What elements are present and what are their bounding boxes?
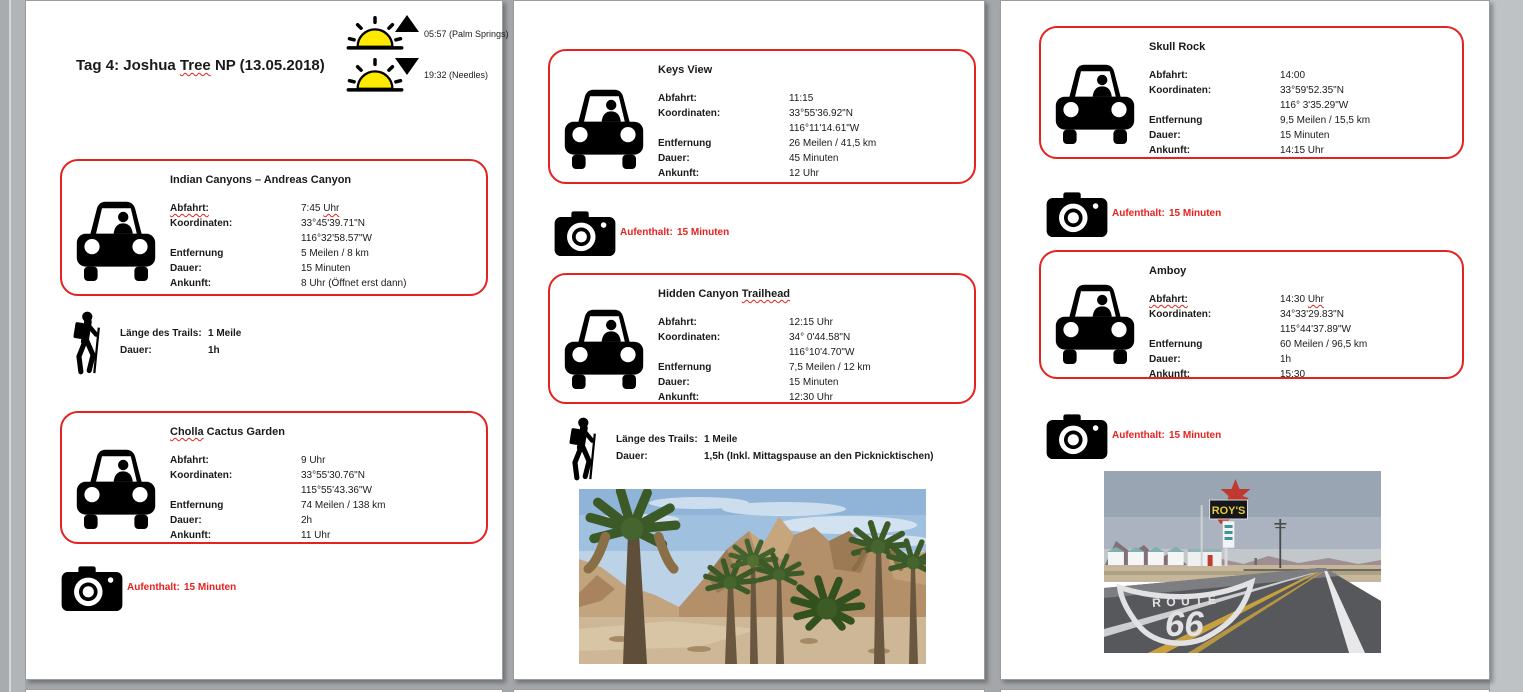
aufenthalt-label: Aufenthalt: — [620, 227, 673, 238]
coordinate-north: 34° 0'44.58"N — [789, 332, 851, 343]
coordinate-west: 116°32'58.57"W — [301, 233, 372, 244]
document-page-3 — [1000, 0, 1490, 680]
ankunft-label: Ankunft: — [658, 392, 700, 403]
title-text: Tag 4: Joshua — [76, 57, 180, 74]
title-text: NP (13.05.2018) — [210, 57, 325, 74]
drive-stop-hidden-canyon-trailhead — [548, 273, 976, 404]
hiker-icon — [559, 417, 605, 481]
duration-value: 15 Minuten — [1280, 130, 1330, 141]
arrival-value: 12 Uhr — [789, 168, 820, 179]
photo-stop — [61, 559, 361, 619]
entfernung-label: Entfernung — [658, 138, 712, 149]
distance-value: 5 Meilen / 8 km — [301, 248, 369, 259]
camera-icon — [1046, 185, 1108, 242]
distance-value: 60 Meilen / 96,5 km — [1280, 339, 1368, 350]
drive-stop-cholla-cactus-garden — [60, 411, 488, 544]
photo-stop — [1046, 407, 1346, 467]
stop-details: Abfahrt: 7:45 Uhr Koordinaten: 33°45'39.71"N 116°32'58.57"W Entfernung 5 Meilen / 8 km Dauer: 15 Minuten Ankunft: 8 Uhr (Öffnet erst dann) — [170, 203, 407, 289]
stop-title: Keys View — [658, 64, 713, 76]
entfernung-label: Entfernung — [1149, 115, 1203, 126]
coordinate-north: 33°45'39.71"N — [301, 218, 365, 229]
aufenthalt-value: 15 Minuten — [1169, 430, 1222, 441]
koordinaten-label: Koordinaten: — [170, 470, 233, 481]
trail-length-value: 1 Meile — [208, 328, 242, 339]
arrival-value: 12:30 Uhr — [789, 392, 833, 403]
abfahrt-label: Abfahrt: — [658, 317, 697, 328]
abfahrt-label: Abfahrt: — [170, 203, 209, 214]
hiker-icon — [63, 311, 109, 375]
trail-duration-label: Dauer: — [616, 451, 648, 462]
arrival-value: 14:15 Uhr — [1280, 145, 1324, 156]
camera-icon — [554, 204, 616, 261]
drive-stop-amboy — [1039, 250, 1464, 379]
document-page-1 — [25, 0, 509, 680]
car-icon — [560, 81, 648, 177]
aufenthalt-value: 15 Minuten — [184, 582, 237, 593]
drive-stop-skull-rock — [1039, 26, 1464, 159]
aufenthalt-row — [620, 227, 729, 238]
distance-value: 74 Meilen / 138 km — [301, 500, 386, 511]
coordinate-north: 33°55'30.76"N — [301, 470, 365, 481]
distance-value: 7,5 Meilen / 12 km — [789, 362, 871, 373]
trail-length-value: 1 Meile — [704, 434, 738, 445]
entfernung-label: Entfernung — [170, 500, 224, 511]
arrival-value: 8 Uhr (Öffnet erst dann) — [301, 278, 407, 289]
dauer-label: Dauer: — [1149, 130, 1181, 141]
photo-stop — [1046, 185, 1346, 245]
dauer-label: Dauer: — [658, 153, 690, 164]
roys-sign-text: ROY'S — [1211, 504, 1246, 518]
trail-duration-value: 1h — [208, 345, 220, 356]
dauer-label: Dauer: — [658, 377, 690, 388]
aufenthalt-row — [1112, 430, 1221, 441]
photo-stop — [554, 204, 854, 264]
duration-value: 2h — [301, 515, 313, 526]
car-icon — [1051, 276, 1139, 372]
hike-details — [120, 325, 241, 359]
aufenthalt-row — [1112, 208, 1221, 219]
coordinate-west: 116° 3'35.29"W — [1280, 100, 1349, 111]
distance-value: 9,5 Meilen / 15,5 km — [1280, 115, 1371, 126]
coordinate-north: 33°55'36.92"N — [789, 108, 853, 119]
stop-details: Abfahrt: 11:15 Koordinaten: 33°55'36.92"N 116°11'14.61"W Entfernung 26 Meilen / 41,5 km Dauer: 45 Minuten Ankunft: 12 Uhr — [658, 93, 877, 179]
trail-length-label: Länge des Trails: — [120, 328, 202, 339]
route66-route-text: ROUTE — [1151, 592, 1222, 610]
trail-length-label: Länge des Trails: — [616, 434, 698, 445]
abfahrt-label: Abfahrt: — [658, 93, 697, 104]
ankunft-label: Ankunft: — [170, 278, 212, 289]
dauer-label: Dauer: — [170, 263, 202, 274]
stop-title: Amboy — [1149, 265, 1187, 277]
koordinaten-label: Koordinaten: — [170, 218, 233, 229]
camera-icon — [61, 559, 123, 616]
sunrise-up-arrow-icon — [395, 15, 419, 32]
trail-duration-label: Dauer: — [120, 345, 152, 356]
duration-value: 15 Minuten — [789, 377, 839, 388]
hike-segment — [559, 417, 979, 481]
coordinate-north: 34°33'29.83"N — [1280, 309, 1344, 320]
stop-title: Cholla Cactus Garden — [170, 426, 285, 438]
coordinate-west: 116°11'14.61"W — [789, 123, 860, 134]
aufenthalt-row — [127, 582, 236, 593]
koordinaten-label: Koordinaten: — [1149, 85, 1212, 96]
duration-value: 45 Minuten — [789, 153, 839, 164]
title-text-misspelled: Tree — [179, 57, 211, 74]
stop-details: Abfahrt: 12:15 Uhr Koordinaten: 34° 0'44.58"N 116°10'4.70"W Entfernung 7,5 Meilen / 12 km Dauer: 15 Minuten Ankunft: 12:30 Uhr — [658, 317, 871, 403]
abfahrt-label: Abfahrt: — [1149, 70, 1188, 81]
amboy-roys-route66-photo — [1104, 471, 1381, 653]
stop-details: Abfahrt: 9 Uhr Koordinaten: 33°55'30.76"N 115°55'43.36"W Entfernung 74 Meilen / 138 km Dauer: 2h Ankunft: 11 Uhr — [170, 455, 386, 541]
arrival-value: 11 Uhr — [301, 530, 331, 541]
duration-value: 15 Minuten — [301, 263, 351, 274]
coordinate-north: 33°59'52.35"N — [1280, 85, 1344, 96]
duration-value: 1h — [1280, 354, 1292, 365]
ankunft-label: Ankunft: — [170, 530, 212, 541]
car-icon — [560, 301, 648, 397]
aufenthalt-value: 15 Minuten — [1169, 208, 1222, 219]
entfernung-label: Entfernung — [658, 362, 712, 373]
coordinate-west: 115°55'43.36"W — [301, 485, 372, 496]
koordinaten-label: Koordinaten: — [658, 108, 721, 119]
page-title — [76, 57, 325, 74]
car-icon — [1051, 56, 1139, 152]
aufenthalt-value: 15 Minuten — [677, 227, 730, 238]
abfahrt-label: Abfahrt: — [170, 455, 209, 466]
hidden-canyon-photo — [579, 489, 926, 664]
trail-duration-value: 1,5h (Inkl. Mittagspause an den Picknicktischen) — [704, 451, 934, 462]
route66-66-text: 66 — [1164, 605, 1204, 645]
camera-icon — [1046, 407, 1108, 464]
drive-stop-indian-canyons — [60, 159, 488, 296]
entfernung-label: Entfernung — [170, 248, 224, 259]
entfernung-label: Entfernung — [1149, 339, 1203, 350]
hike-details — [616, 431, 934, 465]
document-page-2 — [513, 0, 985, 680]
coordinate-west: 116°10'4.70"W — [789, 347, 855, 358]
distance-value: 26 Meilen / 41,5 km — [789, 138, 877, 149]
aufenthalt-label: Aufenthalt: — [1112, 208, 1165, 219]
drive-stop-keys-view — [548, 49, 976, 184]
ankunft-label: Ankunft: — [658, 168, 700, 179]
aufenthalt-label: Aufenthalt: — [1112, 430, 1165, 441]
sunset-time: 19:32 (Needles) — [424, 70, 489, 80]
sunrise-time: 05:57 (Palm Springs) — [424, 29, 509, 39]
stop-title: Skull Rock — [1149, 41, 1206, 53]
stop-details: Abfahrt: 14:30 Uhr Koordinaten: 34°33'29.83"N 115°44'37.89"W Entfernung 60 Meilen / 96,5 km Dauer: 1h Ankunft: 15:30 — [1149, 294, 1368, 380]
koordinaten-label: Koordinaten: — [658, 332, 721, 343]
left-margin-area — [11, 0, 25, 692]
right-margin-area — [1490, 0, 1523, 692]
car-icon — [72, 193, 160, 289]
dauer-label: Dauer: — [1149, 354, 1181, 365]
ankunft-label: Ankunft: — [1149, 369, 1191, 380]
aufenthalt-label: Aufenthalt: — [127, 582, 180, 593]
koordinaten-label: Koordinaten: — [1149, 309, 1212, 320]
stop-details: Abfahrt: 14:00 Koordinaten: 33°59'52.35"N 116° 3'35.29"W Entfernung 9,5 Meilen / 15,5 km Dauer: 15 Minuten Ankunft: 14:15 Uhr — [1149, 70, 1371, 156]
dauer-label: Dauer: — [170, 515, 202, 526]
arrival-value: 15:30 — [1280, 369, 1306, 380]
stop-title: Hidden Canyon Trailhead — [658, 288, 791, 300]
car-icon — [72, 441, 160, 537]
stop-title: Indian Canyons – Andreas Canyon — [170, 174, 352, 186]
ankunft-label: Ankunft: — [1149, 145, 1191, 156]
coordinate-west: 115°44'37.89"W — [1280, 324, 1351, 335]
abfahrt-label: Abfahrt: — [1149, 294, 1188, 305]
hike-segment — [63, 311, 483, 375]
window-edge-strip — [0, 0, 9, 692]
sunset-down-arrow-icon — [395, 58, 419, 75]
